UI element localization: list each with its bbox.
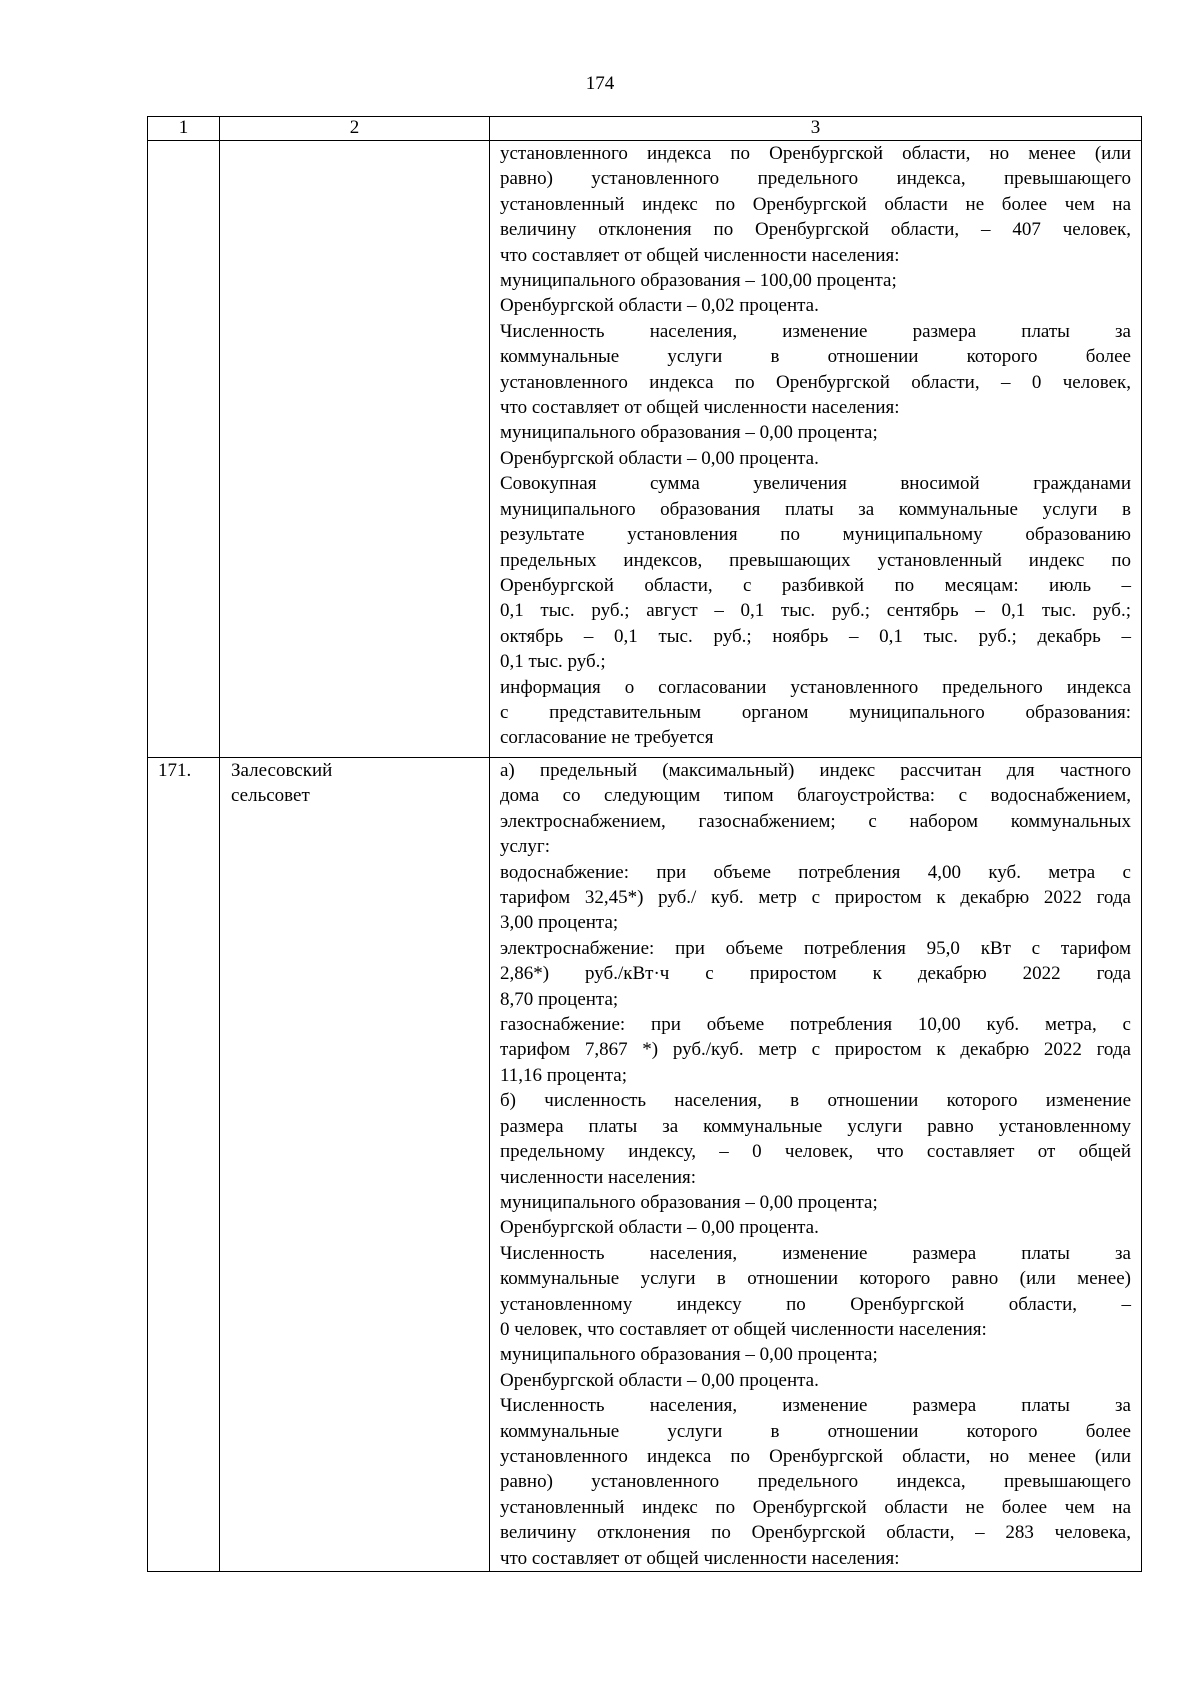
description-line: Оренбургской области, с разбивкой по месяцам: июль – xyxy=(500,574,1131,596)
description-line: октябрь – 0,1 тыс. руб.; ноябрь – 0,1 тыс. руб.; декабрь – xyxy=(500,625,1131,647)
description-line: Оренбургской области – 0,00 процента. xyxy=(500,1369,819,1391)
description-line: установленного индекса по Оренбургской области, – 0 человек, xyxy=(500,371,1131,393)
description-line: водоснабжение: при объеме потребления 4,00 куб. метра с xyxy=(500,861,1131,883)
column-header-2: 2 xyxy=(220,117,490,141)
table-header-row xyxy=(148,117,1142,141)
description-line: тарифом 32,45*) руб./ куб. метр с приростом к декабрю 2022 года xyxy=(500,887,1131,909)
description-line: согласование не требуется xyxy=(500,727,714,749)
description-line: муниципального образования – 100,00 процента; xyxy=(500,270,897,292)
description-line: 11,16 процента; xyxy=(500,1064,627,1086)
description-line: Оренбургской области – 0,00 процента. xyxy=(500,447,819,469)
row-number-cell: 171. xyxy=(148,758,220,1572)
description-line: размера платы за коммунальные услуги равно установленному xyxy=(500,1115,1131,1137)
description-line: что составляет от общей численности населения: xyxy=(500,1547,900,1569)
description-line: величину отклонения по Оренбургской области, – 407 человек, xyxy=(500,219,1131,241)
municipality-name-line: сельсовет xyxy=(231,785,310,807)
description-line: величину отклонения по Оренбургской области, – 283 человека, xyxy=(500,1522,1131,1544)
description-line: Численность населения, изменение размера платы за xyxy=(500,1242,1131,1264)
description-line: установленного индекса по Оренбургской области, но менее (или xyxy=(500,143,1131,164)
description-line: муниципального образования – 0,00 процента; xyxy=(500,1344,878,1366)
description-line: 8,70 процента; xyxy=(500,988,619,1010)
description-line: электроснабжение: при объеме потребления 95,0 кВт с тарифом xyxy=(500,937,1131,959)
municipality-name-cell xyxy=(220,141,490,758)
description-line: 0,1 тыс. руб.; август – 0,1 тыс. руб.; сентябрь – 0,1 тыс. руб.; xyxy=(500,600,1131,622)
description-line: коммунальные услуги в отношении которого более xyxy=(500,1420,1131,1442)
description-line: установленному индексу по Оренбургской области, – xyxy=(500,1293,1131,1315)
description-text xyxy=(500,141,1131,751)
description-line: Оренбургской области – 0,02 процента. xyxy=(500,295,819,317)
description-line: 0,1 тыс. руб.; xyxy=(500,651,606,673)
description-line: электроснабжением, газоснабжением; с набором коммунальных xyxy=(500,810,1131,832)
description-line: газоснабжение: при объеме потребления 10,00 куб. метра, с xyxy=(500,1014,1131,1036)
description-line: 3,00 процента; xyxy=(500,912,619,934)
description-line: предельному индексу, – 0 человек, что составляет от общей xyxy=(500,1141,1131,1163)
column-header-3: 3 xyxy=(490,117,1142,141)
description-line: Оренбургской области – 0,00 процента. xyxy=(500,1217,819,1239)
description-line: Численность населения, изменение размера платы за xyxy=(500,320,1131,342)
row-number-cell xyxy=(148,141,220,758)
description-line: а) предельный (максимальный) индекс рассчитан для частного xyxy=(500,760,1131,781)
municipality-name-line: Залесовский xyxy=(231,760,333,781)
description-line: муниципального образования платы за коммунальные услуги в xyxy=(500,498,1131,520)
description-line: установленного индекса по Оренбургской области, но менее (или xyxy=(500,1445,1131,1467)
description-line: что составляет от общей численности населения: xyxy=(500,244,900,266)
description-line: численности населения: xyxy=(500,1166,697,1188)
description-line: результате установления по муниципальному образованию xyxy=(500,524,1131,546)
description-line: что составляет от общей численности населения: xyxy=(500,397,900,419)
description-text xyxy=(500,758,1131,1571)
description-line: дома со следующим типом благоустройства: с водоснабжением, xyxy=(500,785,1131,807)
description-line: коммунальные услуги в отношении которого равно (или менее) xyxy=(500,1268,1131,1290)
description-line: б) численность населения, в отношении которого изменение xyxy=(500,1090,1131,1112)
description-line: муниципального образования – 0,00 процента; xyxy=(500,1191,878,1213)
description-line: информация о согласовании установленного предельного индекса xyxy=(500,676,1131,698)
description-line: тарифом 7,867 *) руб./куб. метр с приростом к декабрю 2022 года xyxy=(500,1039,1131,1061)
description-line: равно) установленного предельного индекса, превышающего xyxy=(500,1471,1131,1493)
description-line: равно) установленного предельного индекса, превышающего xyxy=(500,168,1131,190)
description-line: муниципального образования – 0,00 процента; xyxy=(500,422,878,444)
description-line: Совокупная сумма увеличения вносимой гражданами xyxy=(500,473,1131,495)
description-line: коммунальные услуги в отношении которого более xyxy=(500,346,1131,368)
table-row-continuation xyxy=(148,141,1142,758)
description-line: 2,86*) руб./кВт·ч с приростом к декабрю 2022 года xyxy=(500,963,1131,985)
description-line: Численность населения, изменение размера платы за xyxy=(500,1395,1131,1417)
page-number: 174 xyxy=(585,73,615,94)
description-line: установленный индекс по Оренбургской области не более чем на xyxy=(500,1496,1131,1518)
column-header-1: 1 xyxy=(148,117,220,141)
description-line: 0 человек, что составляет от общей численности населения: xyxy=(500,1318,987,1340)
description-line: предельных индексов, превышающих установленный индекс по xyxy=(500,549,1131,571)
description-line: с представительным органом муниципального образования: xyxy=(500,701,1131,723)
description-cell xyxy=(490,141,1142,758)
table-row-171 xyxy=(148,758,1142,1572)
municipality-name-cell xyxy=(220,758,490,1572)
document-table xyxy=(147,116,1142,1572)
description-line: установленный индекс по Оренбургской области не более чем на xyxy=(500,193,1131,215)
description-line: услуг: xyxy=(500,836,550,858)
description-cell xyxy=(490,758,1142,1572)
